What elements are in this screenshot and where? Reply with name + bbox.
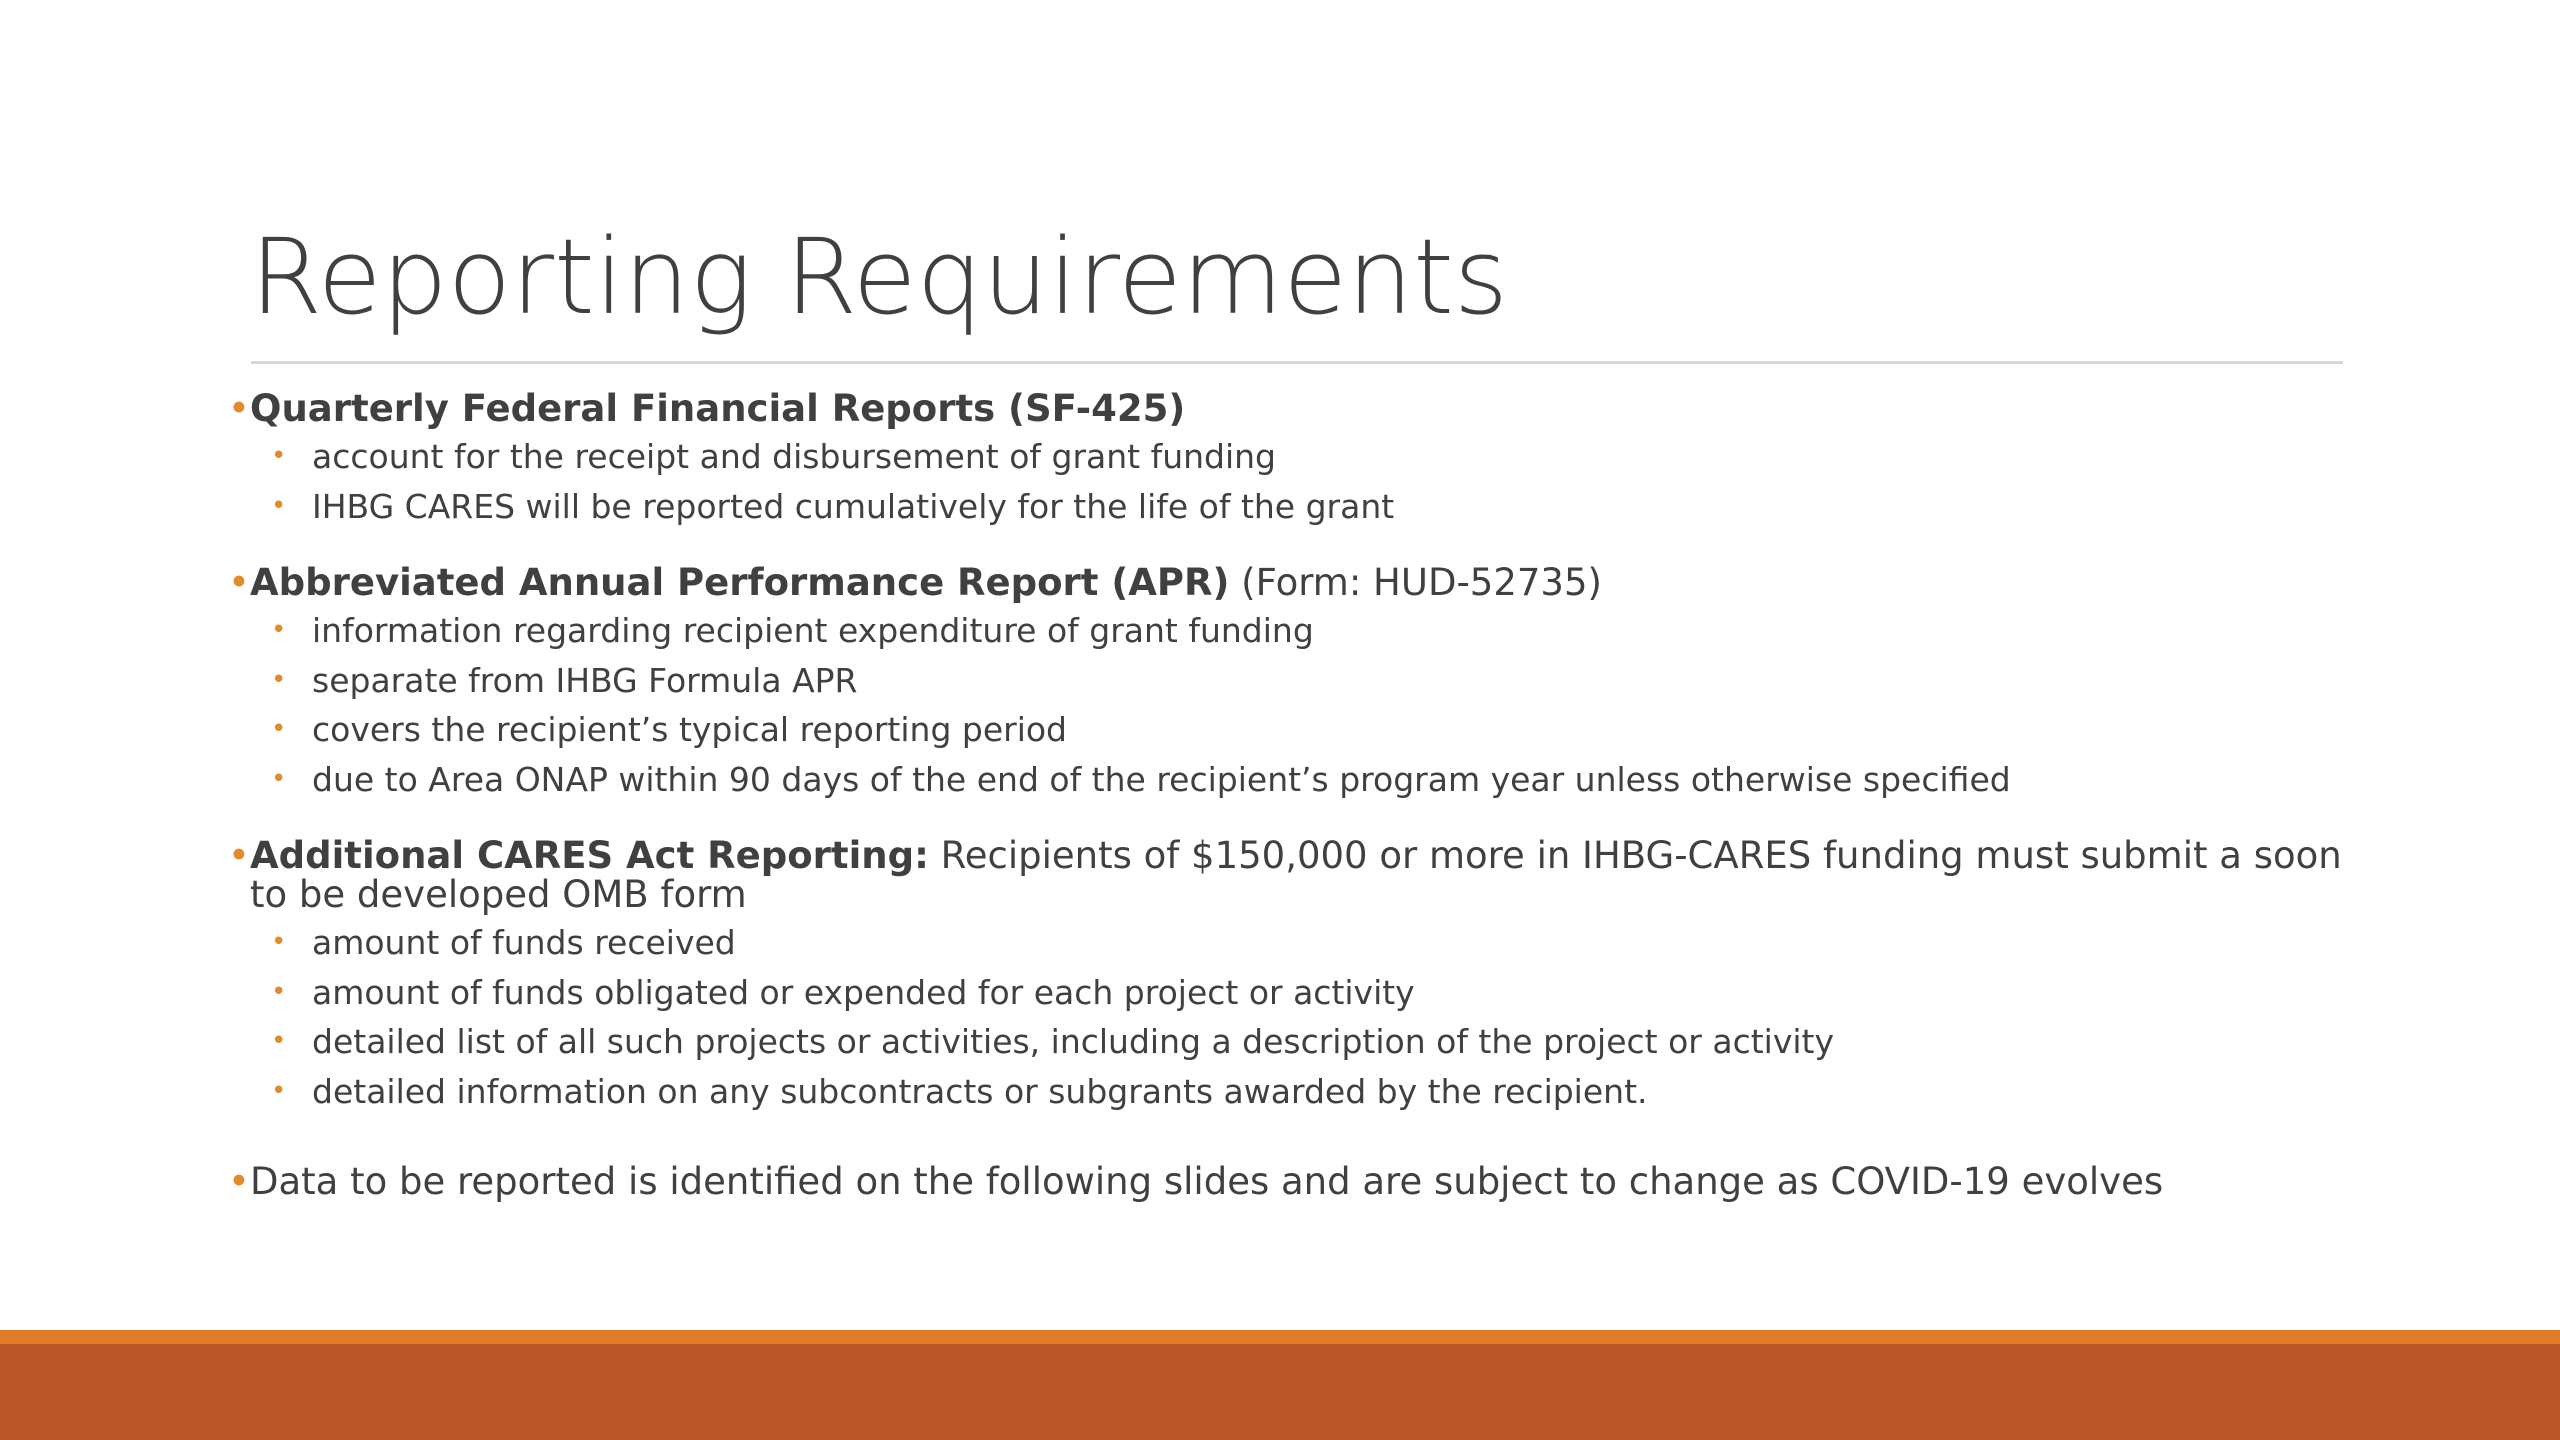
bullet-dot-icon: •	[271, 1026, 287, 1057]
sub-bullet	[228, 968, 2348, 1018]
section-cares-act	[228, 836, 2348, 1116]
sub-bullet	[228, 918, 2348, 968]
sub-bullet-text: information regarding recipient expenditure of grant funding	[312, 611, 1314, 650]
slide-title: Reporting Requirements	[250, 216, 1509, 338]
bullet-heading-text: (Form: HUD-52735)	[1229, 561, 1602, 604]
bullet-dot-icon: •	[271, 615, 287, 645]
bullet-dot-icon: •	[271, 927, 287, 957]
sub-bullet-text: detailed list of all such projects or activities, including a description of the project or activity	[312, 1022, 1834, 1062]
sub-bullet-text: IHBG CARES will be reported cumulatively for the life of the grant	[312, 486, 1395, 526]
bullet-dot-icon: •	[228, 387, 250, 430]
sub-bullet	[228, 705, 2348, 755]
bullet-heading-bold: Abbreviated Annual Performance Report (APR)	[250, 561, 1230, 604]
bullet-heading-text: Data to be reported is identified on the following slides and are subject to change as COVID-19 evolves	[250, 1160, 2164, 1203]
bullet-heading-text: Recipients of $150,000 or more in IHBG-CARES funding must submit a soon to be developed OMB form	[250, 834, 2342, 916]
title-divider	[251, 361, 2343, 364]
bullet-level1	[228, 1162, 2348, 1201]
bullet-dot-icon: •	[271, 441, 287, 471]
bullet-level1	[228, 563, 2348, 602]
sub-bullet-text: covers the recipient’s typical reporting period	[312, 710, 1068, 750]
sub-bullet-text: separate from IHBG Formula APR	[312, 660, 858, 700]
bullet-dot-icon: •	[271, 1075, 287, 1106]
sub-bullet-text: account for the receipt and disbursement of grant funding	[312, 437, 1277, 476]
bullet-level1	[228, 836, 2348, 914]
section-apr	[228, 563, 2348, 804]
sub-bullet-list	[228, 606, 2348, 804]
bullet-heading-bold: Quarterly Federal Financial Reports (SF-425)	[250, 387, 1186, 430]
bullet-dot-icon: •	[271, 490, 287, 521]
sub-bullet	[228, 1067, 2348, 1117]
sub-bullet-text: amount of funds received	[312, 923, 736, 962]
bullet-dot-icon: •	[228, 834, 250, 877]
sub-bullet	[228, 606, 2348, 656]
bullet-dot-icon: •	[271, 976, 287, 1007]
footer-accent-stripe	[0, 1330, 2560, 1344]
sub-bullet	[228, 1017, 2348, 1067]
bullet-dot-icon: •	[271, 664, 287, 695]
sub-bullet	[228, 656, 2348, 706]
sub-bullet-text: due to Area ONAP within 90 days of the end of the recipient’s program year unless otherwise specified	[312, 759, 2011, 799]
sub-bullet	[228, 432, 2348, 482]
section-covid-note	[228, 1162, 2348, 1201]
bullet-dot-icon: •	[228, 1160, 250, 1203]
sub-bullet-list	[228, 432, 2348, 531]
bullet-level1	[228, 389, 2348, 428]
sub-bullet	[228, 755, 2348, 805]
bullet-dot-icon: •	[271, 763, 287, 794]
bullet-heading-bold: Additional CARES Act Reporting:	[250, 834, 929, 877]
sub-bullet-list	[228, 918, 2348, 1116]
sub-bullet	[228, 482, 2348, 532]
sub-bullet-text: detailed information on any subcontracts or subgrants awarded by the recipient.	[312, 1071, 1648, 1111]
section-sf425	[228, 389, 2348, 531]
bullet-dot-icon: •	[228, 561, 250, 604]
bullet-dot-icon: •	[271, 714, 287, 745]
sub-bullet-text: amount of funds obligated or expended for each project or activity	[312, 972, 1415, 1012]
footer-band	[0, 1344, 2560, 1440]
